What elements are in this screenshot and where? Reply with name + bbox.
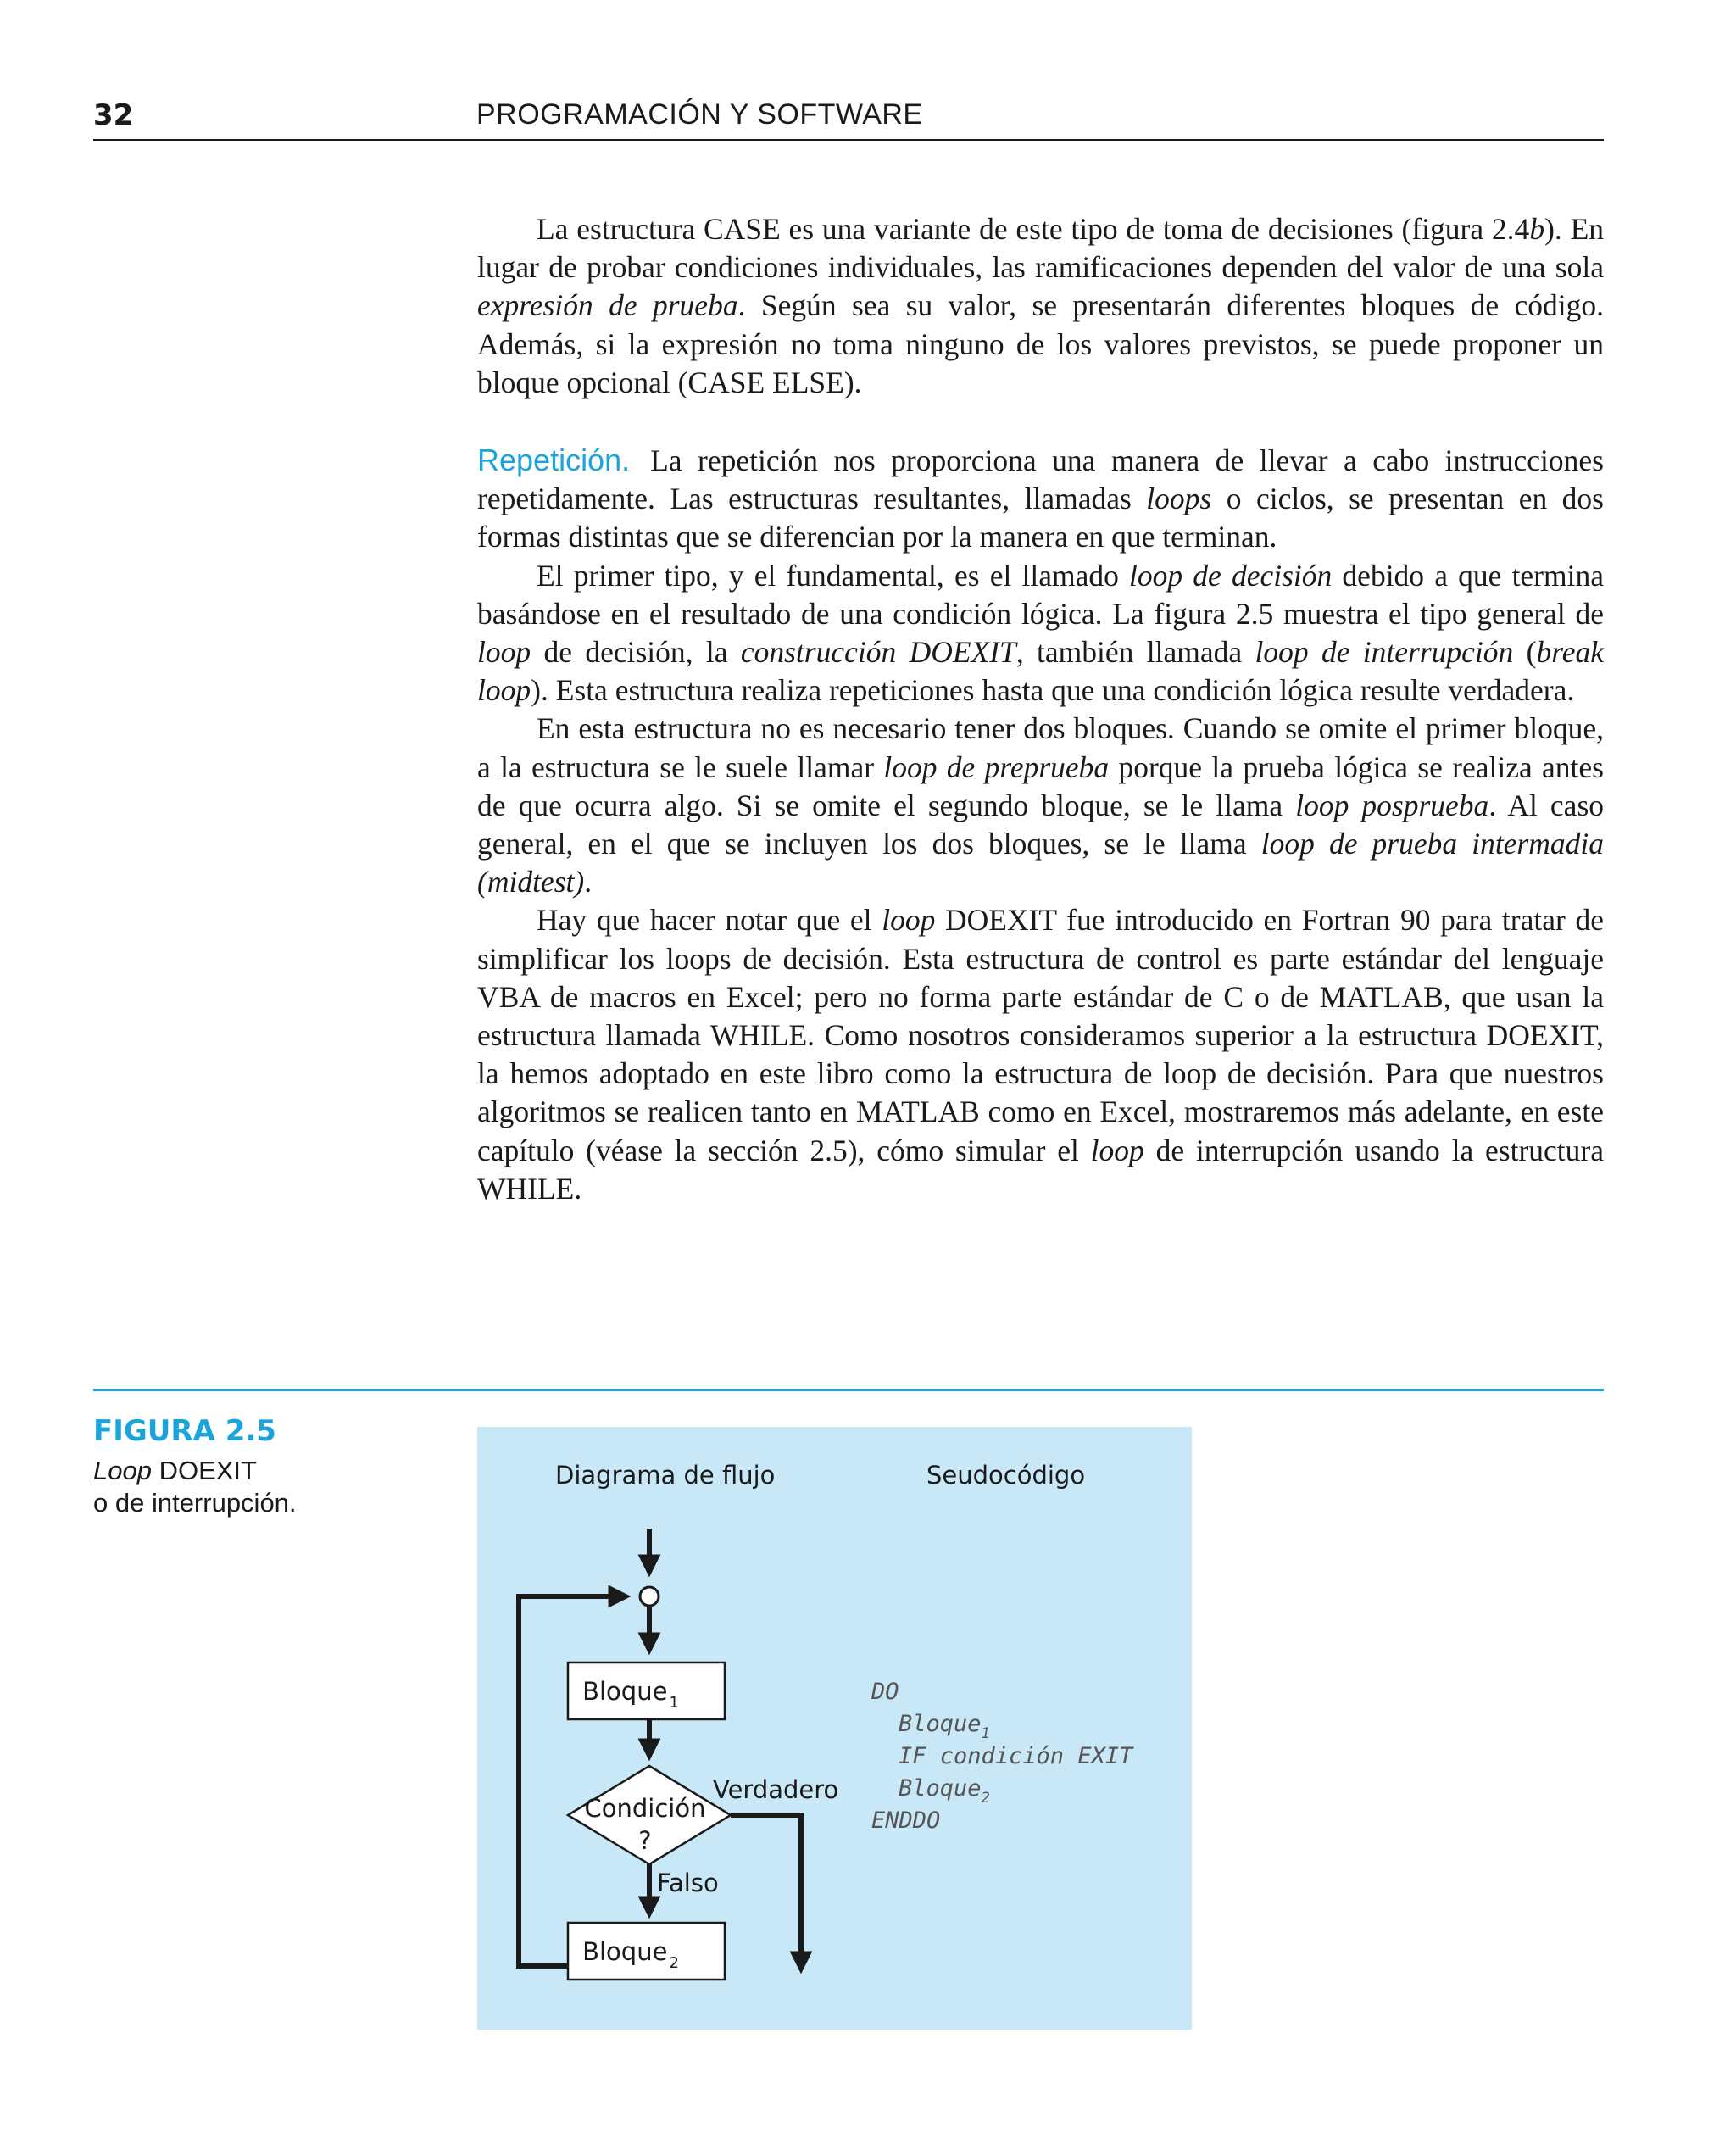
italic-run: loop de decisión	[1129, 558, 1333, 593]
italic-run: loop de prueba intermadia (midtest)	[477, 827, 1604, 900]
true-exit-arrow	[731, 1815, 801, 1969]
caption-text: DOEXIT	[151, 1456, 257, 1485]
running-title: PROGRAMACIÓN Y SOFTWARE	[476, 98, 923, 131]
code-enddo: ENDDO	[871, 1807, 941, 1834]
block2-label: Bloque $_2$	[582, 1937, 679, 1972]
text-run: En esta estructura no es necesario tener dos bloques. Cuando se omite el primer bloque, a la estructura se le suele llamar	[477, 711, 1604, 784]
text-run: .	[584, 865, 593, 900]
italic-run: loop posprueba	[1295, 788, 1489, 822]
pseudocode-block	[871, 1679, 1134, 1834]
figure-label: FIGURA 2.5	[93, 1414, 276, 1448]
flowchart-diagram	[477, 1427, 1192, 2030]
code-if-exit: IF condición EXIT	[899, 1743, 1133, 1769]
italic-run: b	[1529, 212, 1545, 246]
text-run: debido a que termina basándose en el resultado de una condición lógica. La figura 2.5 muestra el tipo general de	[477, 558, 1604, 631]
italic-run: loop de preprueba	[883, 749, 1110, 784]
text-run: ). En lugar de probar condiciones individuales, las ramificaciones dependen del valor de una sola	[477, 212, 1604, 285]
paragraph-loop-decision	[477, 557, 1604, 710]
figure-panel	[477, 1427, 1192, 2030]
italic-run: loop de interrupción	[1255, 635, 1514, 670]
pseudo-heading: Seudocódigo	[926, 1461, 1086, 1490]
text-run: El primer tipo, y el fundamental, es el llamado	[537, 558, 1129, 593]
condition-label: Condición	[584, 1794, 706, 1823]
text-run: La estructura CASE es una variante de este tipo de toma de decisiones (figura 2.4	[537, 212, 1530, 246]
text-run: de interrupción usando la estructura WHILE.	[477, 1133, 1604, 1206]
italic-run: construcción DOEXIT	[740, 635, 1016, 670]
text-run: (	[1513, 635, 1537, 670]
block1-label: Bloque $_1$	[582, 1677, 679, 1712]
section-heading: Repetición.	[477, 443, 631, 478]
text-run: , también llamada	[1015, 635, 1255, 670]
italic-run: loop	[882, 903, 936, 938]
paragraph-repeticion	[477, 441, 1604, 557]
paragraph-bloques	[477, 710, 1604, 901]
italic-run: expresión de prueba	[477, 288, 738, 323]
body-text	[477, 210, 1604, 1208]
text-run: porque la prueba lógica se realiza antes de que ocurra algo. Si se omite el segundo bloque, se le llama	[477, 749, 1604, 822]
loop-back-arrow	[519, 1596, 626, 1966]
italic-run: loops	[1146, 482, 1212, 516]
code-do: DO	[871, 1679, 899, 1705]
page-header	[93, 95, 1604, 141]
text-run: Hay que hacer notar que el	[537, 903, 882, 938]
italic-run: loop	[477, 635, 531, 670]
figure-caption	[93, 1455, 297, 1519]
true-label: Verdadero	[713, 1775, 839, 1804]
text-run: DOEXIT fue introducido en Fortran 90 para tratar de simplificar los loops de decisión. Esta estructura de control es parte estándar del lenguaje VBA de macros en Excel; pero no forma parte estándar de C o de MATLAB, que usan la estructura llamada WHILE. Como nosotros consideramos superior a la estructura DOEXIT, la hemos adoptado en este libro como la estructura de loop de decisión. Para que nuestros algoritmos se realicen tanto en MATLAB como en Excel, mostraremos más adelante, en este capítulo (véase la sección 2.5), cómo simular el	[477, 903, 1604, 1167]
flow-heading: Diagrama de flujo	[555, 1461, 776, 1490]
text-run: . Al caso general, en el que se incluyen los dos bloques, se le llama	[477, 788, 1605, 861]
false-label: Falso	[657, 1869, 719, 1897]
condition-question: ?	[638, 1826, 652, 1855]
caption-line-2: o de interrupción.	[93, 1488, 297, 1518]
paragraph-doexit	[477, 901, 1604, 1208]
page-number: 32	[93, 98, 134, 132]
text-run: de decisión, la	[531, 635, 741, 670]
text-run: La repetición nos proporciona una manera de llevar a cabo instrucciones repetidamente. Las estructuras resultantes, llamadas	[477, 443, 1604, 516]
code-block2: Bloque$_2$	[899, 1775, 990, 1807]
caption-italic: Loop	[93, 1456, 152, 1485]
paragraph-case	[477, 210, 1604, 402]
italic-run: break loop	[477, 635, 1604, 708]
figure-divider	[93, 1389, 1604, 1391]
code-block1: Bloque$_1$	[899, 1711, 990, 1742]
junction-node	[640, 1587, 659, 1606]
italic-run: loop	[1090, 1133, 1144, 1167]
text-run: o ciclos, se presentan en dos formas distintas que se diferencian por la manera en que terminan.	[477, 482, 1605, 554]
text-run: . Según sea su valor, se presentarán diferentes bloques de código. Además, si la expresión no toma ninguno de los valores previstos, se puede proponer un bloque opcional (CASE ELSE).	[477, 288, 1604, 399]
text-run: ). Esta estructura realiza repeticiones hasta que una condición lógica resulte verdadera.	[531, 673, 1575, 708]
